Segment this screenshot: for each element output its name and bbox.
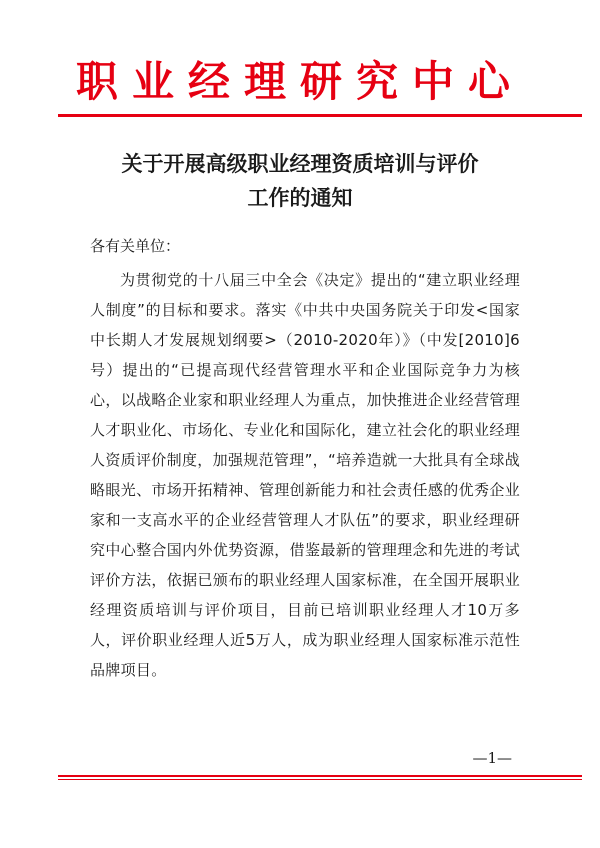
- notice-title-line1: 关于开展高级职业经理资质培训与评价: [121, 151, 479, 176]
- letterhead-title: 职业经理研究中心: [75, 57, 524, 106]
- notice-title-line2: 工作的通知: [247, 185, 353, 210]
- addressee: 各有关单位：: [90, 237, 181, 255]
- page-number: —1—: [472, 749, 512, 767]
- footer-divider-thin: [58, 779, 582, 780]
- body-paragraph: 为贯彻党的十八届三中全会《决定》提出的“建立职业经理人制度”的目标和要求。落实《中共中央国务院关于印发<国家中长期人才发展规划纲要>（2010-2020年）》（中发[2010]6号）提出的“已提高现代经营管理水平和企业国际竞争力为核心，以战略企业家和职业经理人为重点，加快推进企业经营管理人才职业化、市场化、专业化和国际化，建立社会化的职业经理人资质评价制度，加强规范管理”，“培养造就一大批具有全球战略眼光、市场开拓精神、管理创新能力和社会责任感的优秀企业家和一支高水平的企业经营管理人才队伍”的要求，职业经理研究中心整合国内外优势资源，借鉴最新的管理理念和先进的考试评价方法，依据已颁布的职业经理人国家标准，在全国开展职业经理资质培训与评价项目，目前已培训职业经理人才10万多人，评价职业经理人近5万人，成为职业经理人国家标准示范性品牌项目。: [90, 271, 520, 679]
- footer-divider: [58, 775, 582, 777]
- letterhead-divider: [58, 114, 582, 117]
